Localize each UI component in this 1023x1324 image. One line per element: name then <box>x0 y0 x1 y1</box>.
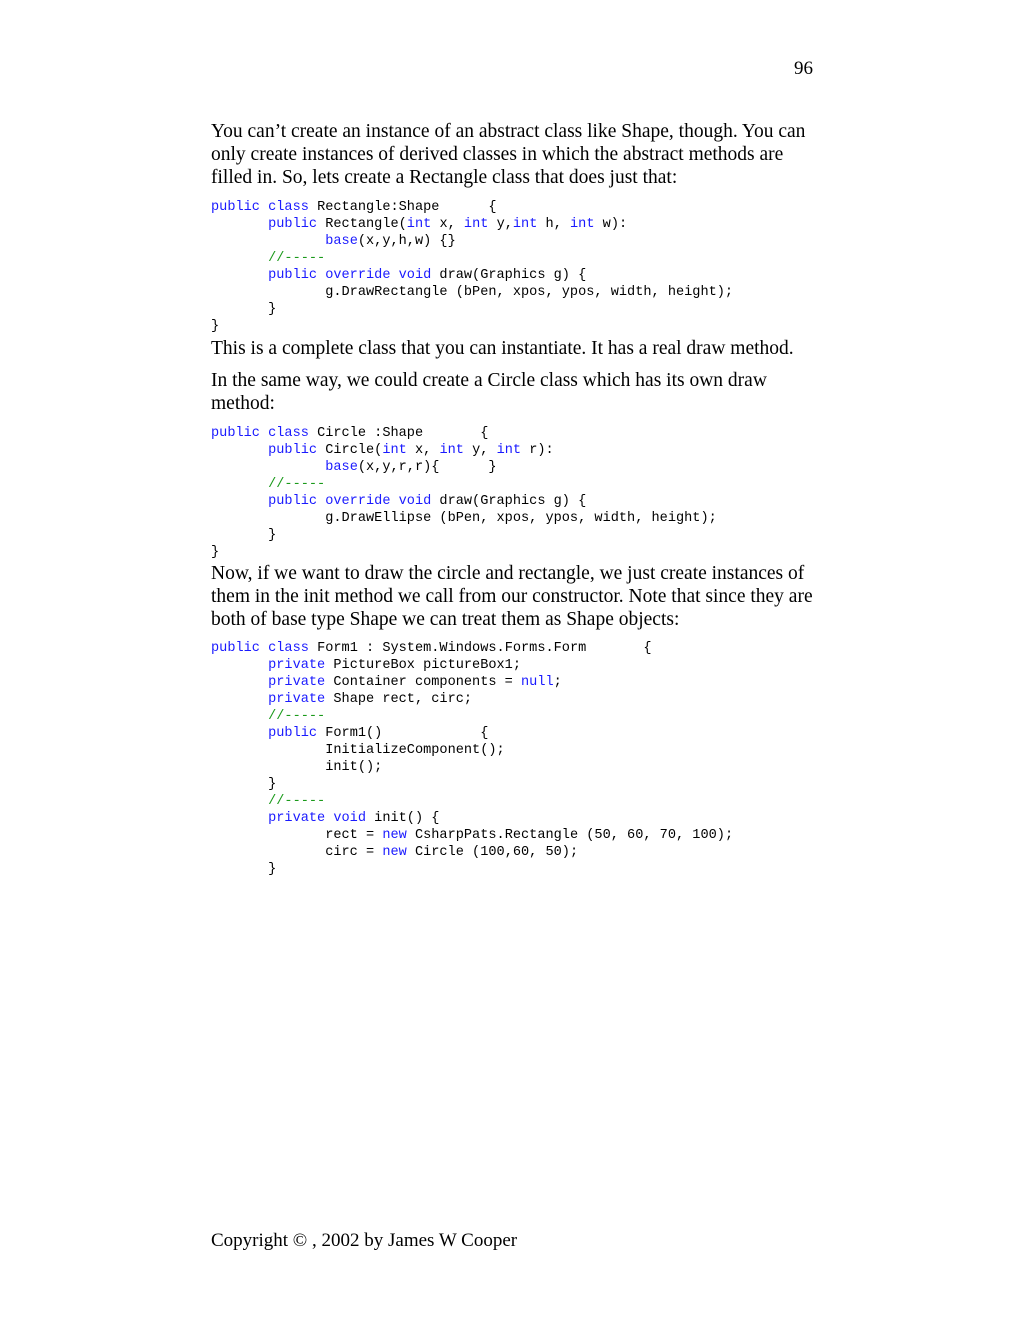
page-number: 96 <box>794 58 813 79</box>
code-line <box>211 216 627 233</box>
code-keyword: public override void <box>268 268 432 283</box>
code-text: Rectangle:Shape { <box>308 200 497 215</box>
code-text: } <box>211 777 277 792</box>
code-keyword: public <box>268 726 318 741</box>
code-line <box>211 861 276 878</box>
code-keyword: int <box>439 443 464 458</box>
code-text: } <box>211 862 277 877</box>
code-text: x, <box>431 217 464 232</box>
code-line <box>211 233 456 250</box>
code-keyword: int <box>512 217 538 232</box>
code-line <box>211 776 276 793</box>
code-comment: //----- <box>268 251 326 266</box>
code-text: } <box>211 528 277 543</box>
code-text <box>211 443 268 458</box>
code-keyword: private <box>268 675 326 690</box>
code-text: } <box>211 302 277 317</box>
code-keyword: int <box>382 443 407 458</box>
code-keyword: private <box>268 692 326 707</box>
code-keyword: new <box>382 828 407 843</box>
code-line <box>211 459 497 476</box>
code-text: InitializeComponent(); <box>211 743 505 758</box>
code-text: x, <box>406 443 440 458</box>
code-text <box>211 268 268 283</box>
code-line <box>211 810 439 827</box>
code-text: } <box>211 545 220 560</box>
code-text <box>211 460 325 475</box>
code-line <box>211 510 717 527</box>
code-line <box>211 691 472 708</box>
code-line <box>211 674 562 691</box>
code-keyword: new <box>382 845 407 860</box>
code-block-circle <box>211 425 831 561</box>
code-text: (x,y,r,r){ } <box>357 460 497 475</box>
code-keyword: public override void <box>268 494 432 509</box>
code-keyword: base <box>325 234 358 249</box>
code-comment: //----- <box>268 709 326 724</box>
code-line <box>211 425 488 442</box>
code-text: y, <box>463 443 497 458</box>
code-line <box>211 844 578 861</box>
code-line <box>211 544 219 561</box>
code-text: (x,y,h,w) {} <box>357 234 456 249</box>
code-line <box>211 301 276 318</box>
code-text: PictureBox pictureBox1; <box>325 658 522 673</box>
paragraph-abstract-class: You can’t create an instance of an abstract class like Shape, though. You can only create instances of derived classes in which the abstract methods are filled in. So, lets create a Rectangle class that does just that: <box>211 121 806 188</box>
code-comment: //----- <box>268 794 326 809</box>
code-line <box>211 267 586 284</box>
code-line <box>211 640 652 657</box>
code-text <box>211 658 268 673</box>
code-text <box>211 675 268 690</box>
code-text: rect = <box>211 828 383 843</box>
code-text: Circle :Shape { <box>308 426 489 441</box>
code-keyword: public <box>268 217 318 232</box>
code-line <box>211 793 325 810</box>
code-keyword: int <box>463 217 489 232</box>
paragraph-draw-instances: Now, if we want to draw the circle and rectangle, we just create instances of them in the init method we call from our constructor. Note that since they are both of base type Shape we can treat them as Shape objects: <box>211 563 813 630</box>
code-text: g.DrawEllipse (bPen, xpos, ypos, width, height); <box>211 511 717 526</box>
code-line <box>211 657 521 674</box>
paragraph-complete-class: This is a complete class that you can instantiate. It has a real draw method. <box>211 338 794 359</box>
code-text <box>211 251 268 266</box>
code-text <box>211 217 268 232</box>
code-comment: //----- <box>268 477 326 492</box>
code-text: g.DrawRectangle (bPen, xpos, ypos, width, height); <box>211 285 734 300</box>
code-text: CsharpPats.Rectangle (50, 60, 70, 100); <box>406 828 734 843</box>
code-text <box>211 692 268 707</box>
code-text: r): <box>521 443 554 458</box>
code-line <box>211 708 325 725</box>
code-text <box>211 494 268 509</box>
code-text: init() { <box>366 811 440 826</box>
code-keyword: public class <box>211 641 309 656</box>
code-line <box>211 476 325 493</box>
code-line <box>211 827 733 844</box>
code-text <box>211 234 325 249</box>
code-keyword: base <box>325 460 358 475</box>
code-text: h, <box>537 217 571 232</box>
copyright-footer: Copyright © , 2002 by James W Cooper <box>211 1230 518 1251</box>
code-block-form1 <box>211 640 831 878</box>
code-keyword: int <box>570 217 595 232</box>
code-line <box>211 250 325 267</box>
code-text <box>211 811 268 826</box>
code-text: y, <box>488 217 513 232</box>
paragraph-circle-intro: In the same way, we could create a Circle class which has its own draw method: <box>211 370 767 414</box>
code-line <box>211 759 382 776</box>
code-keyword: int <box>406 217 432 232</box>
code-text: Circle( <box>317 443 383 458</box>
code-text: Rectangle( <box>317 217 407 232</box>
code-line <box>211 284 733 301</box>
code-text: init(); <box>211 760 383 775</box>
code-line <box>211 318 219 335</box>
code-text: Circle (100,60, 50); <box>406 845 579 860</box>
code-line <box>211 527 276 544</box>
code-text: draw(Graphics g) { <box>431 268 587 283</box>
code-keyword: private <box>268 658 326 673</box>
code-line <box>211 199 497 216</box>
code-keyword: int <box>496 443 522 458</box>
code-keyword: null <box>521 675 554 690</box>
code-text: draw(Graphics g) { <box>431 494 587 509</box>
code-keyword: public class <box>211 426 309 441</box>
code-text: circ = <box>211 845 383 860</box>
code-text: Form1() { <box>317 726 489 741</box>
code-text <box>211 726 268 741</box>
code-text: Container components = <box>325 675 522 690</box>
code-text <box>211 709 268 724</box>
code-text <box>211 477 268 492</box>
code-line <box>211 493 586 510</box>
code-line <box>211 442 554 459</box>
code-text: ; <box>553 675 562 690</box>
code-keyword: public class <box>211 200 309 215</box>
code-line <box>211 742 505 759</box>
code-keyword: public <box>268 443 318 458</box>
code-block-rectangle <box>211 199 831 335</box>
code-text: w): <box>594 217 628 232</box>
code-text: Shape rect, circ; <box>325 692 473 707</box>
code-text: Form1 : System.Windows.Forms.Form { <box>308 641 652 656</box>
code-text: } <box>211 319 220 334</box>
code-line <box>211 725 488 742</box>
code-text <box>211 794 268 809</box>
code-keyword: private void <box>268 811 367 826</box>
